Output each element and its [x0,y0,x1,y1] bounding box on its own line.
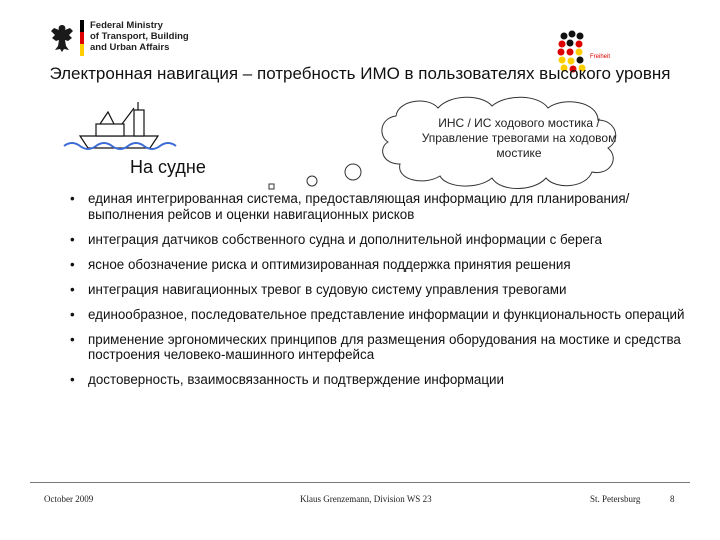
bullet-dot: • [70,331,75,347]
list-item: • единая интегрированная система, предоставляющая информацию для планирования/выполнения рейсов и оценки навигационных рисков [70,191,630,222]
logo-caption: Freiheit [590,54,611,60]
footer-author: Klaus Grenzemann, Division WS 23 [300,494,432,504]
german-flag-stripe [80,20,84,56]
footer-date: October 2009 [44,494,94,504]
ministry-name: Federal Ministry of Transport, Building and Urban Affairs [90,20,189,53]
bullet-dot: • [70,231,75,247]
page-number: 8 [670,494,675,504]
list-item: • интеграция навигационных тревог в судовую систему управления тревогами [70,281,567,297]
bullet-dot: • [70,372,75,387]
on-board-label: На судне [130,157,206,177]
cloud-text: ИНС / ИС ходового мостика / Управление тревогами на ходовом мостике [421,116,617,160]
bullet-dot: • [70,281,75,297]
list-item: • интеграция датчиков собственного судна и дополнительной информации с берега [70,231,602,247]
bullet-dot: • [70,256,75,272]
footer-divider [30,482,690,483]
list-item: • ясное обозначение риска и оптимизированная поддержка принятия решения [70,256,571,272]
list-item: • применение эргономических принципов для размещения оборудования на мостике и средства построения человеко-машинного интерфейса [70,331,681,362]
list-item: • единообразное, последовательное представление информации и функциональность операций [70,306,685,322]
slide-title: Электронная навигация – потребность ИМО в пользователях высокого уровня [49,64,671,83]
bullet-dot: • [70,191,75,206]
federal-eagle-icon [48,22,76,54]
bullet-dot: • [70,306,75,322]
list-item: • достоверность, взаимосвязанность и подтверждение информации [70,372,505,387]
bullet-list [70,191,690,397]
footer-city: St. Petersburg [590,494,641,504]
ship-icon [62,98,182,160]
